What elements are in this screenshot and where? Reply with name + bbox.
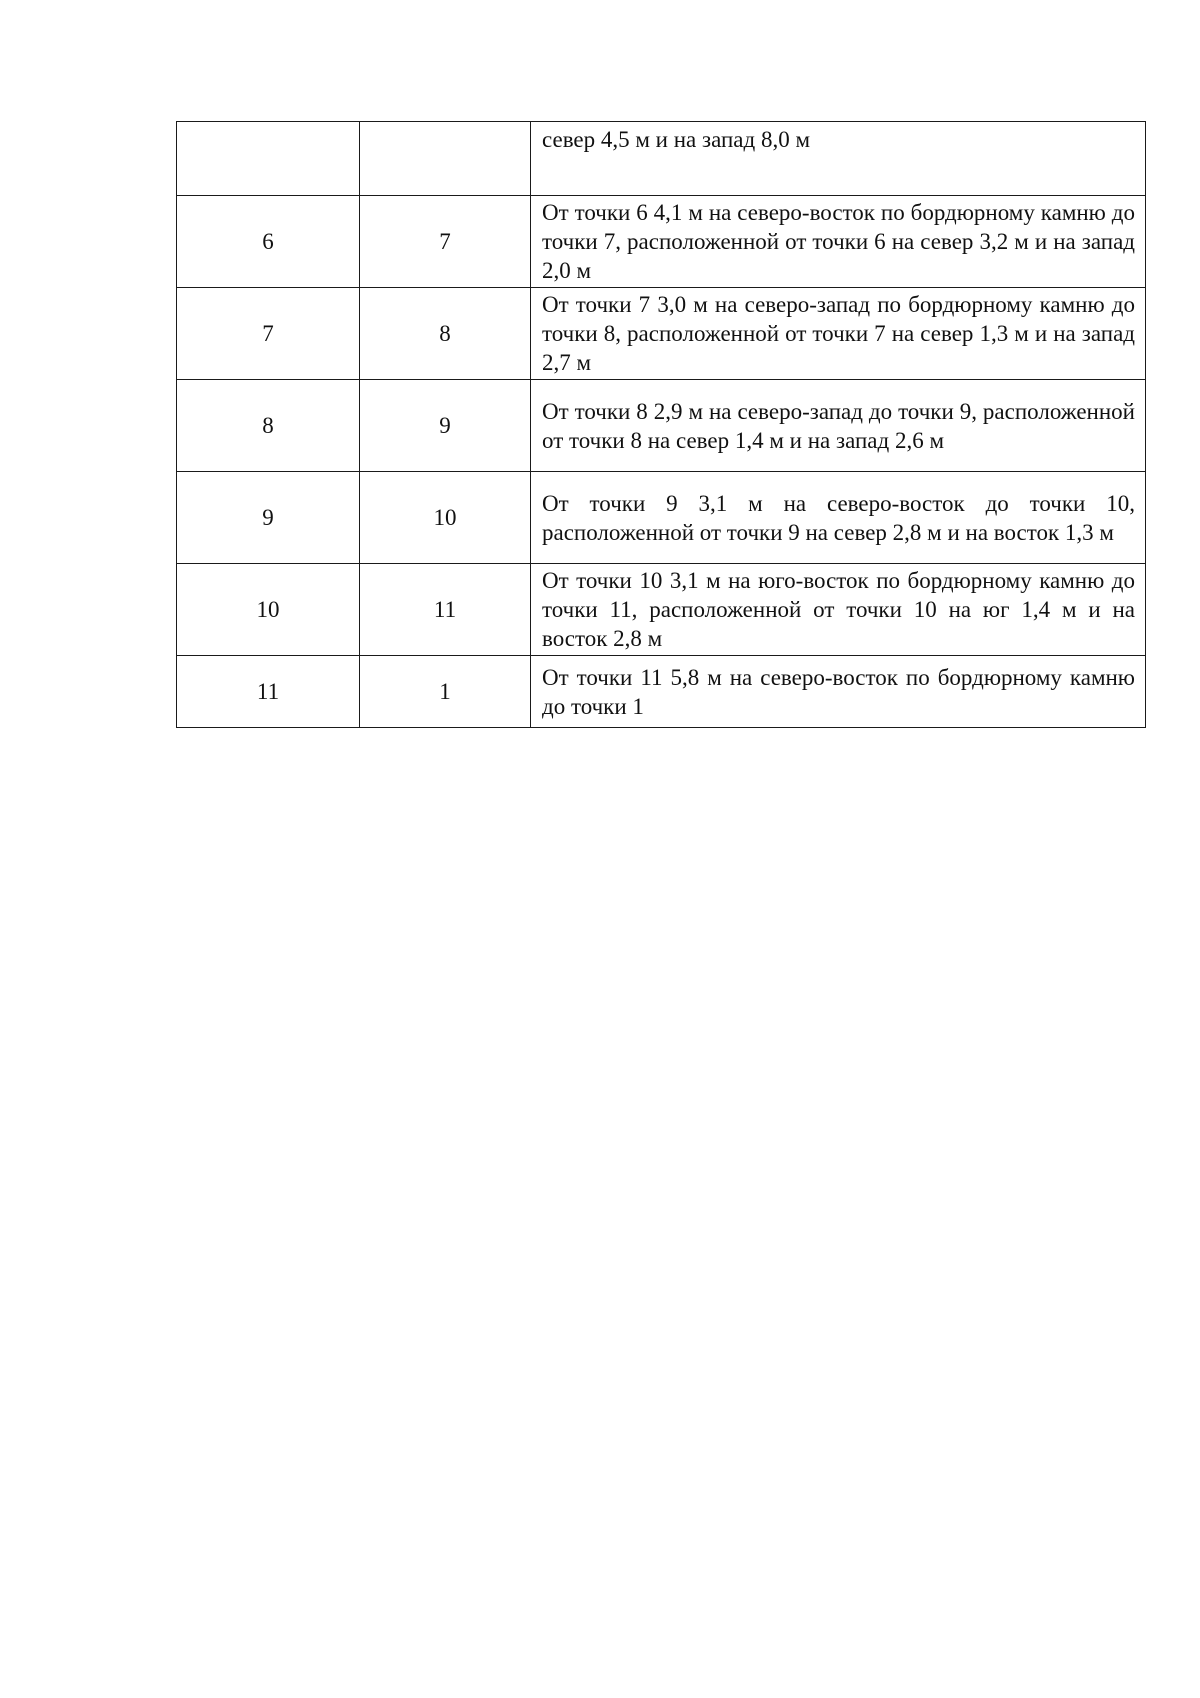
segment-description-cell: От точки 11 5,8 м на северо-восток по бордюрному камню до точки 1	[531, 656, 1146, 728]
start-point-cell: 9	[177, 472, 360, 564]
start-point-cell: 6	[177, 196, 360, 288]
start-point-cell	[177, 122, 360, 196]
table-row	[177, 122, 1146, 196]
end-point-cell: 1	[360, 656, 531, 728]
end-point-cell: 9	[360, 380, 531, 472]
start-point-cell: 7	[177, 288, 360, 380]
end-point-cell: 11	[360, 564, 531, 656]
segment-description-cell: север 4,5 м и на запад 8,0 м	[531, 122, 1146, 196]
segment-description-cell: От точки 6 4,1 м на северо-восток по бордюрному камню до точки 7, расположенной от точки 6 на север 3,2 м и на запад 2,0 м	[531, 196, 1146, 288]
end-point-cell: 7	[360, 196, 531, 288]
table-row	[177, 656, 1146, 728]
table-row	[177, 380, 1146, 472]
segment-description-cell: От точки 7 3,0 м на северо-запад по бордюрному камню до точки 8, расположенной от точки 7 на север 1,3 м и на запад 2,7 м	[531, 288, 1146, 380]
segment-description-cell: От точки 9 3,1 м на северо-восток до точки 10, расположенной от точки 9 на север 2,8 м и на восток 1,3 м	[531, 472, 1146, 564]
start-point-cell: 10	[177, 564, 360, 656]
start-point-cell: 11	[177, 656, 360, 728]
table-row	[177, 472, 1146, 564]
end-point-cell: 8	[360, 288, 531, 380]
segment-description-cell: От точки 10 3,1 м на юго-восток по бордюрному камню до точки 11, расположенной от точки 10 на юг 1,4 м и на восток 2,8 м	[531, 564, 1146, 656]
boundary-description-table	[176, 121, 1146, 728]
table-row	[177, 288, 1146, 380]
table-row	[177, 564, 1146, 656]
end-point-cell	[360, 122, 531, 196]
start-point-cell: 8	[177, 380, 360, 472]
table-row	[177, 196, 1146, 288]
end-point-cell: 10	[360, 472, 531, 564]
segment-description-cell: От точки 8 2,9 м на северо-запад до точки 9, расположенной от точки 8 на север 1,4 м и на запад 2,6 м	[531, 380, 1146, 472]
